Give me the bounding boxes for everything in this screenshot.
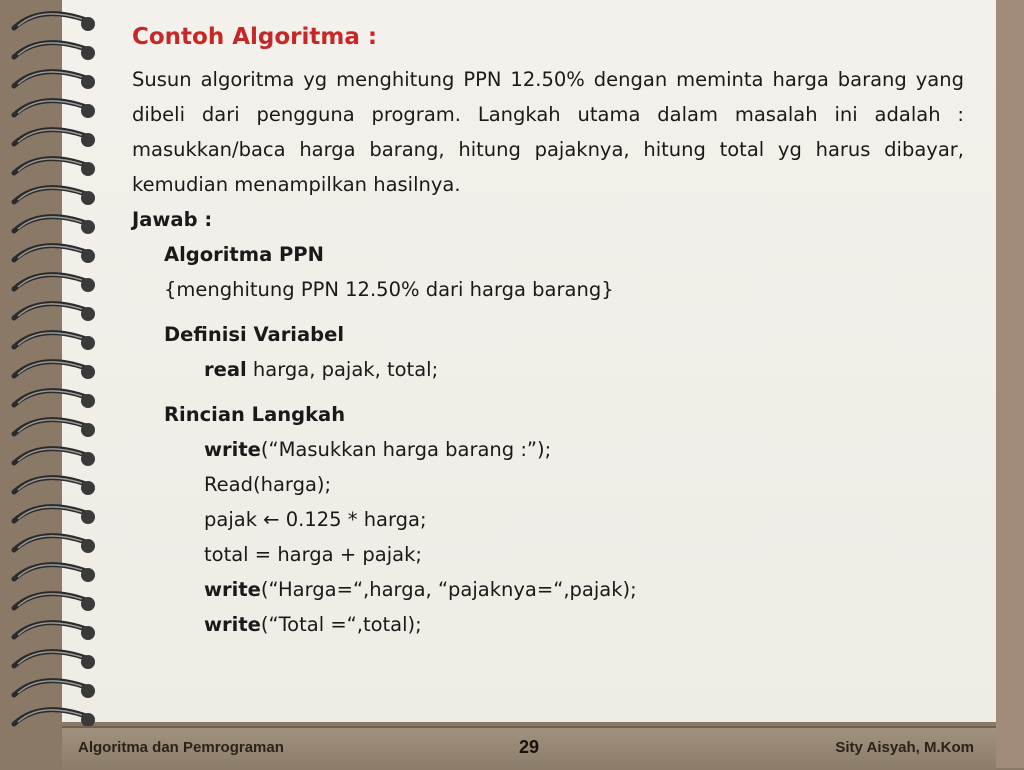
page-number: 29 (518, 737, 540, 757)
step-line (132, 607, 964, 642)
slide-content (132, 24, 964, 642)
step-text: (“Harga=“,harga, “pajaknya=“,pajak); (260, 578, 637, 601)
step-line (132, 432, 964, 467)
type-keyword: real (204, 358, 247, 381)
slide-title: Contoh Algoritma : (132, 24, 378, 50)
step-text: (“Total =“,total); (260, 613, 422, 636)
write-keyword: write (204, 578, 261, 601)
step-line: pajak ← 0.125 * harga; (204, 508, 427, 531)
variable-declaration (132, 352, 964, 387)
steps-heading: Rincian Langkah (164, 403, 346, 426)
course-title: Algoritma dan Pemrograman (78, 739, 284, 756)
algorithm-name: Algoritma PPN (164, 243, 324, 266)
step-line (132, 572, 964, 607)
write-keyword: write (204, 438, 261, 461)
write-keyword: write (204, 613, 261, 636)
definition-heading: Definisi Variabel (164, 323, 345, 346)
author-name: Sity Aisyah, M.Kom (835, 739, 974, 756)
jawab-label: Jawab : (132, 208, 213, 231)
step-line: total = harga + pajak; (204, 543, 422, 566)
page-edge (996, 0, 1024, 768)
footer-bar (62, 726, 996, 770)
problem-statement: Susun algoritma yg menghitung PPN 12.50% dengan meminta harga barang yang dibeli dari pengguna program. Langkah utama dalam masalah ini adalah : masukkan/baca harga barang, hitung pajaknya, hitung total yg harus dibayar, kemudian menampilkan hasilnya. (132, 68, 964, 196)
algorithm-comment: {menghitung PPN 12.50% dari harga barang} (164, 278, 614, 301)
variable-list: harga, pajak, total; (246, 358, 439, 381)
step-line: Read(harga); (204, 473, 332, 496)
step-text: (“Masukkan harga barang :”); (260, 438, 552, 461)
